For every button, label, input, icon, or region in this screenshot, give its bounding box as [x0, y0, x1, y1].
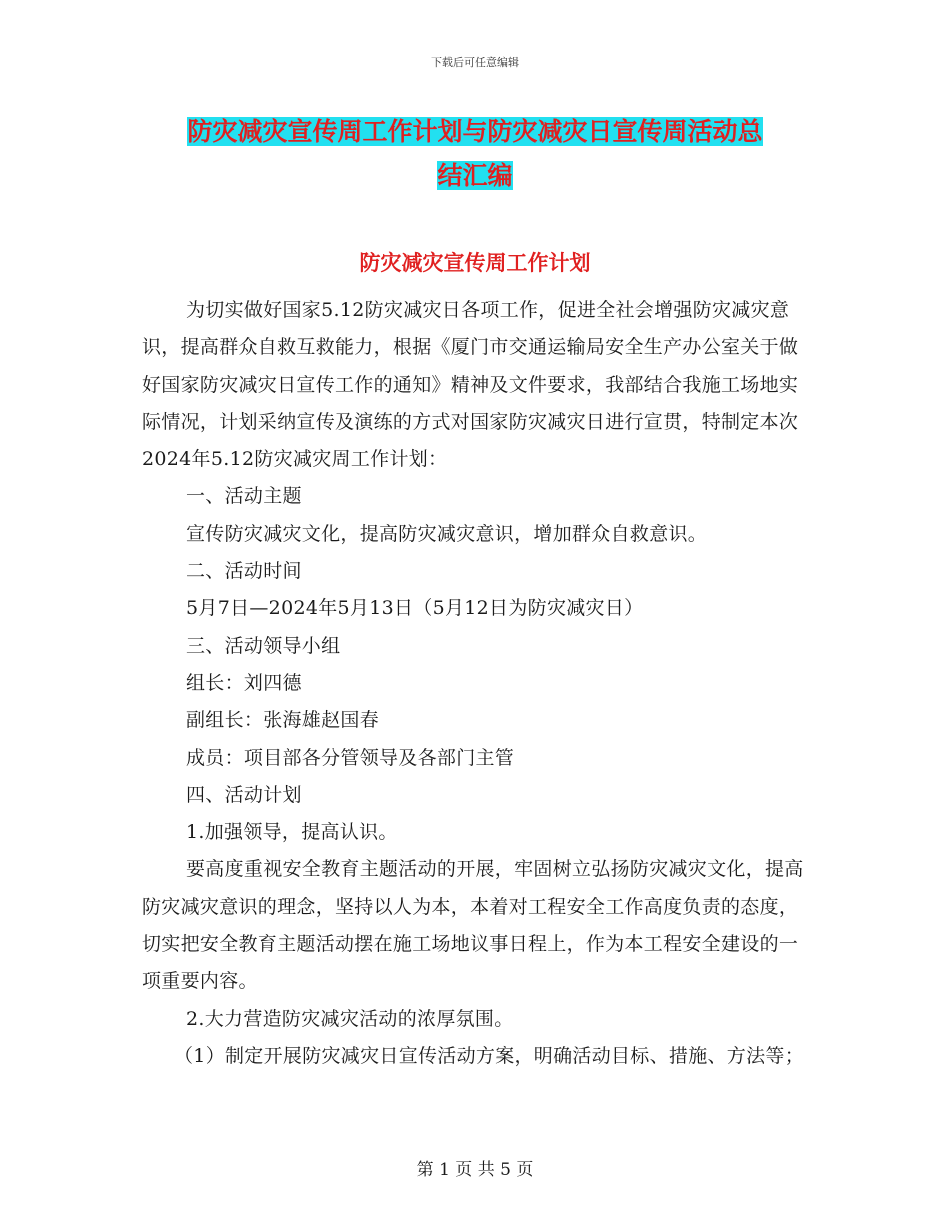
- activity-time-text: 5月7日—2024年5月13日（5月12日为防灾减灾日）: [186, 597, 644, 620]
- activity-theme-text: 宣传防灾减灾文化，提高防灾减灾意识，增加群众自救意识。: [186, 522, 708, 545]
- page-footer: 第 1 页 共 5 页: [416, 1160, 534, 1180]
- group-members: 成员：项目部各分管领导及各部门主管: [186, 746, 515, 769]
- document-title-line-1: 防灾减灾宣传周工作计划与防灾减灾日宣传周活动总: [187, 117, 763, 146]
- plan-item-1-text: 要高度重视安全教育主题活动的开展，牢固树立弘扬防灾减灾文化，提高防灾减灾意识的理念，坚持以人为本，本着对工程安全工作高度负责的态度，切实把安全教育主题活动摆在施工场地议事日程上，作为本工程安全建设的一项重要内容。: [142, 858, 804, 993]
- heading-activity-time: 二、活动时间: [186, 560, 302, 583]
- deputy-group-leader: 副组长：张海雄赵国春: [186, 709, 380, 732]
- intro-paragraph: 为切实做好国家5.12防灾减灾日各项工作，促进全社会增强防灾减灾意识，提高群众自救互救能力，根据《厦门市交通运输局安全生产办公室关于做好国家防灾减灾日宣传工作的通知》精神及文件要求，我部结合我施工场地实际情况，计划采纳宣传及演练的方式对国家防灾减灾日进行宣贯，特制定本次2024年5.12防灾减灾周工作计划：: [142, 299, 799, 471]
- document-title: [140, 110, 810, 198]
- plan-item-1-heading: 1.加强领导，提高认识。: [186, 821, 398, 844]
- document-body: [142, 292, 808, 1075]
- plan-item-2-heading: 2.大力营造防灾减灾活动的浓厚氛围。: [186, 1007, 514, 1030]
- section-title: 防灾减灾宣传周工作计划: [359, 251, 591, 275]
- heading-activity-plan: 四、活动计划: [186, 783, 302, 806]
- heading-leadership-group: 三、活动领导小组: [186, 634, 341, 657]
- heading-activity-theme: 一、活动主题: [186, 485, 302, 508]
- header-note: 下载后可任意编辑: [431, 56, 519, 69]
- group-leader: 组长：刘四德: [186, 671, 302, 694]
- document-title-line-2: 结汇编: [437, 161, 513, 190]
- plan-item-2-sub-1: （1）制定开展防灾减灾日宣传活动方案，明确活动目标、措施、方法等；: [174, 1044, 804, 1067]
